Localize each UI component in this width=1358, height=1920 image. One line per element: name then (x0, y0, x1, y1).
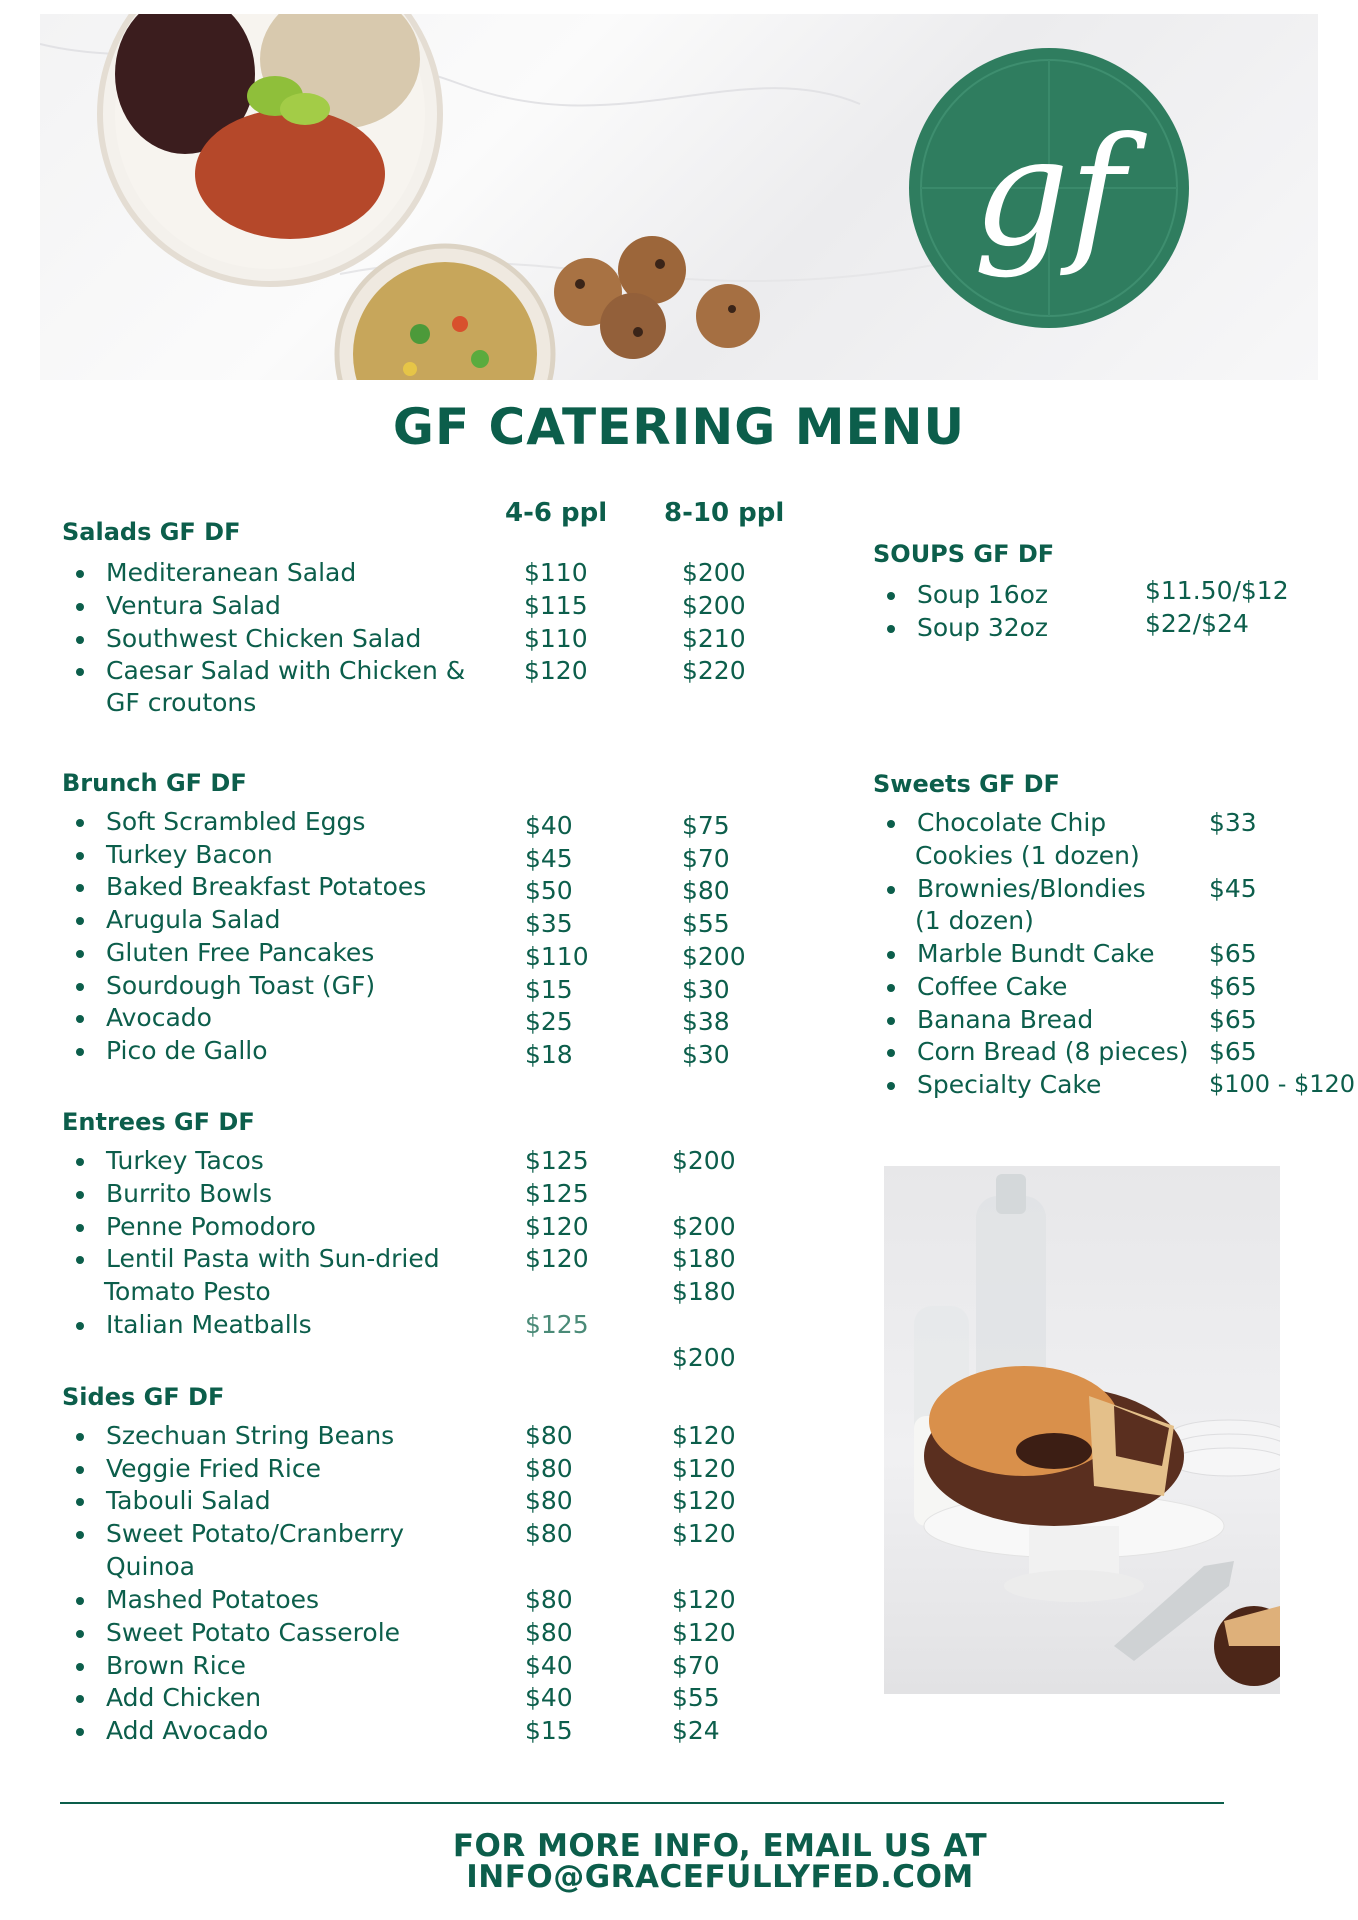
price-small: $18 (525, 1040, 573, 1069)
list-item: Gluten Free Pancakes (106, 938, 375, 967)
price-small: $120 (524, 656, 588, 685)
list-item: Caesar Salad with Chicken & (106, 656, 466, 685)
rice-bowl (100, 14, 440, 284)
price-large: $75 (682, 811, 730, 840)
list-item: Specialty Cake (917, 1070, 1102, 1099)
price-small: $80 (525, 1486, 573, 1515)
footer-line-1: FOR MORE INFO, EMAIL US AT (452, 1828, 988, 1864)
price-small: $110 (524, 624, 588, 653)
logo-text: gf (973, 106, 1125, 280)
list-item: Banana Bread (917, 1005, 1094, 1034)
price: $100 - $120 (1209, 1070, 1356, 1098)
section-heading-soups: SOUPS GF DF (873, 540, 1055, 568)
col-header-large: 8-10 ppl (664, 498, 785, 528)
price-large: $55 (672, 1683, 720, 1712)
price-small: $125 (525, 1310, 589, 1339)
list-item: Coffee Cake (917, 972, 1068, 1001)
price-large: $30 (682, 975, 730, 1004)
list-item: Turkey Bacon (106, 840, 273, 869)
list-item: Italian Meatballs (106, 1310, 312, 1339)
section-heading-sides: Sides GF DF (62, 1383, 225, 1411)
list-item: Add Avocado (106, 1716, 269, 1745)
price: $65 (1209, 1037, 1257, 1066)
list-item: Marble Bundt Cake (917, 939, 1155, 968)
bundt-cake-photo (884, 1166, 1280, 1694)
list-item: Chocolate Chip (917, 808, 1107, 837)
price-small: $80 (525, 1519, 573, 1548)
price-small: $40 (525, 811, 573, 840)
list-item: Veggie Fried Rice (106, 1454, 321, 1483)
list-item: Soft Scrambled Eggs (106, 807, 366, 836)
price-large: $200 (682, 591, 746, 620)
list-item: Baked Breakfast Potatoes (106, 872, 427, 901)
price: $65 (1209, 972, 1257, 1001)
list-item-cont: Tomato Pesto (104, 1277, 271, 1306)
price-small: $50 (525, 876, 573, 905)
price-large: $24 (672, 1716, 720, 1745)
price-small: $35 (525, 909, 573, 938)
list-item: Burrito Bowls (106, 1179, 272, 1208)
price-large: $55 (682, 909, 730, 938)
price: $33 (1209, 808, 1257, 837)
price-large: $120 (672, 1454, 736, 1483)
col-header-small: 4-6 ppl (505, 498, 608, 528)
list-item: Turkey Tacos (106, 1146, 264, 1175)
list-item: Penne Pomodoro (106, 1212, 316, 1241)
list-item: Corn Bread (8 pieces) (917, 1037, 1189, 1066)
price-large: $38 (682, 1007, 730, 1036)
list-item: Sweet Potato Casserole (106, 1618, 401, 1647)
price-large: $120 (672, 1519, 736, 1548)
price-large: $200 (672, 1343, 736, 1372)
list-item: Mashed Potatoes (106, 1585, 320, 1614)
list-item-cont: Cookies (1 dozen) (915, 841, 1140, 870)
list-item: Soup 16oz (917, 580, 1049, 609)
hero-food-illustration (40, 14, 1318, 380)
price-large: $70 (682, 844, 730, 873)
list-item-cont: Quinoa (106, 1552, 195, 1581)
page-title: GF CATERING MENU (392, 398, 966, 456)
price-large: $80 (682, 876, 730, 905)
fried-rice-bowl (337, 246, 553, 380)
price-large: $120 (672, 1421, 736, 1450)
price-small: $25 (525, 1007, 573, 1036)
price-small: $80 (525, 1454, 573, 1483)
price-small: $15 (525, 1716, 573, 1745)
price-large: $120 (672, 1585, 736, 1614)
footer-email[interactable]: INFO@GRACEFULLYFED.COM (466, 1859, 974, 1895)
list-item: Tabouli Salad (106, 1486, 271, 1515)
price: $45 (1209, 874, 1257, 903)
price-small: $45 (525, 844, 573, 873)
price-small: $110 (525, 942, 589, 971)
price: $11.50/$12 (1145, 576, 1289, 605)
list-item: Sweet Potato/Cranberry (106, 1519, 405, 1548)
list-item-cont: (1 dozen) (915, 906, 1034, 935)
list-item: Brown Rice (106, 1651, 246, 1680)
price-small: $80 (525, 1618, 573, 1647)
cake-illustration (884, 1166, 1280, 1694)
hero-banner (40, 14, 1318, 380)
section-heading-sweets: Sweets GF DF (873, 770, 1060, 798)
price-small: $40 (525, 1683, 573, 1712)
price-small: $15 (525, 975, 573, 1004)
price-large: $200 (672, 1146, 736, 1175)
price-small: $125 (525, 1146, 589, 1175)
list-item: Mediteranean Salad (106, 558, 357, 587)
price-large: $200 (672, 1212, 736, 1241)
price-large: $70 (672, 1651, 720, 1680)
list-item: Avocado (106, 1003, 212, 1032)
price: $22/$24 (1145, 609, 1249, 638)
price-small: $115 (524, 591, 588, 620)
price-large: $200 (682, 558, 746, 587)
price-small: $80 (525, 1585, 573, 1614)
list-item: Southwest Chicken Salad (106, 624, 422, 653)
price-small: $40 (525, 1651, 573, 1680)
list-item: Pico de Gallo (106, 1036, 268, 1065)
gf-logo (909, 48, 1189, 328)
price-small: $110 (524, 558, 588, 587)
price-small: $125 (525, 1179, 589, 1208)
price-small: $120 (525, 1212, 589, 1241)
price: $65 (1209, 939, 1257, 968)
list-item: Arugula Salad (106, 905, 281, 934)
list-item: Szechuan String Beans (106, 1421, 395, 1450)
price-large: $200 (682, 942, 746, 971)
price-large: $120 (672, 1486, 736, 1515)
price-small: $120 (525, 1244, 589, 1273)
price-large: $220 (682, 656, 746, 685)
list-item: Ventura Salad (106, 591, 281, 620)
footer-divider (60, 1802, 1224, 1804)
price-large: $180 (672, 1277, 736, 1306)
price-large: $180 (672, 1244, 736, 1273)
list-item: Soup 32oz (917, 613, 1049, 642)
price: $65 (1209, 1005, 1257, 1034)
section-heading-brunch: Brunch GF DF (62, 769, 247, 797)
list-item: Brownies/Blondies (917, 874, 1146, 903)
price-large: $210 (682, 624, 746, 653)
section-heading-entrees: Entrees GF DF (62, 1108, 255, 1136)
price-large: $30 (682, 1040, 730, 1069)
price-large: $120 (672, 1618, 736, 1647)
list-item-cont: GF croutons (106, 688, 257, 717)
section-heading-salads: Salads GF DF (62, 518, 241, 546)
list-item: Add Chicken (106, 1683, 262, 1712)
list-item: Lentil Pasta with Sun-dried (106, 1244, 440, 1273)
price-small: $80 (525, 1421, 573, 1450)
cookies (554, 236, 760, 359)
list-item: Sourdough Toast (GF) (106, 971, 376, 1000)
